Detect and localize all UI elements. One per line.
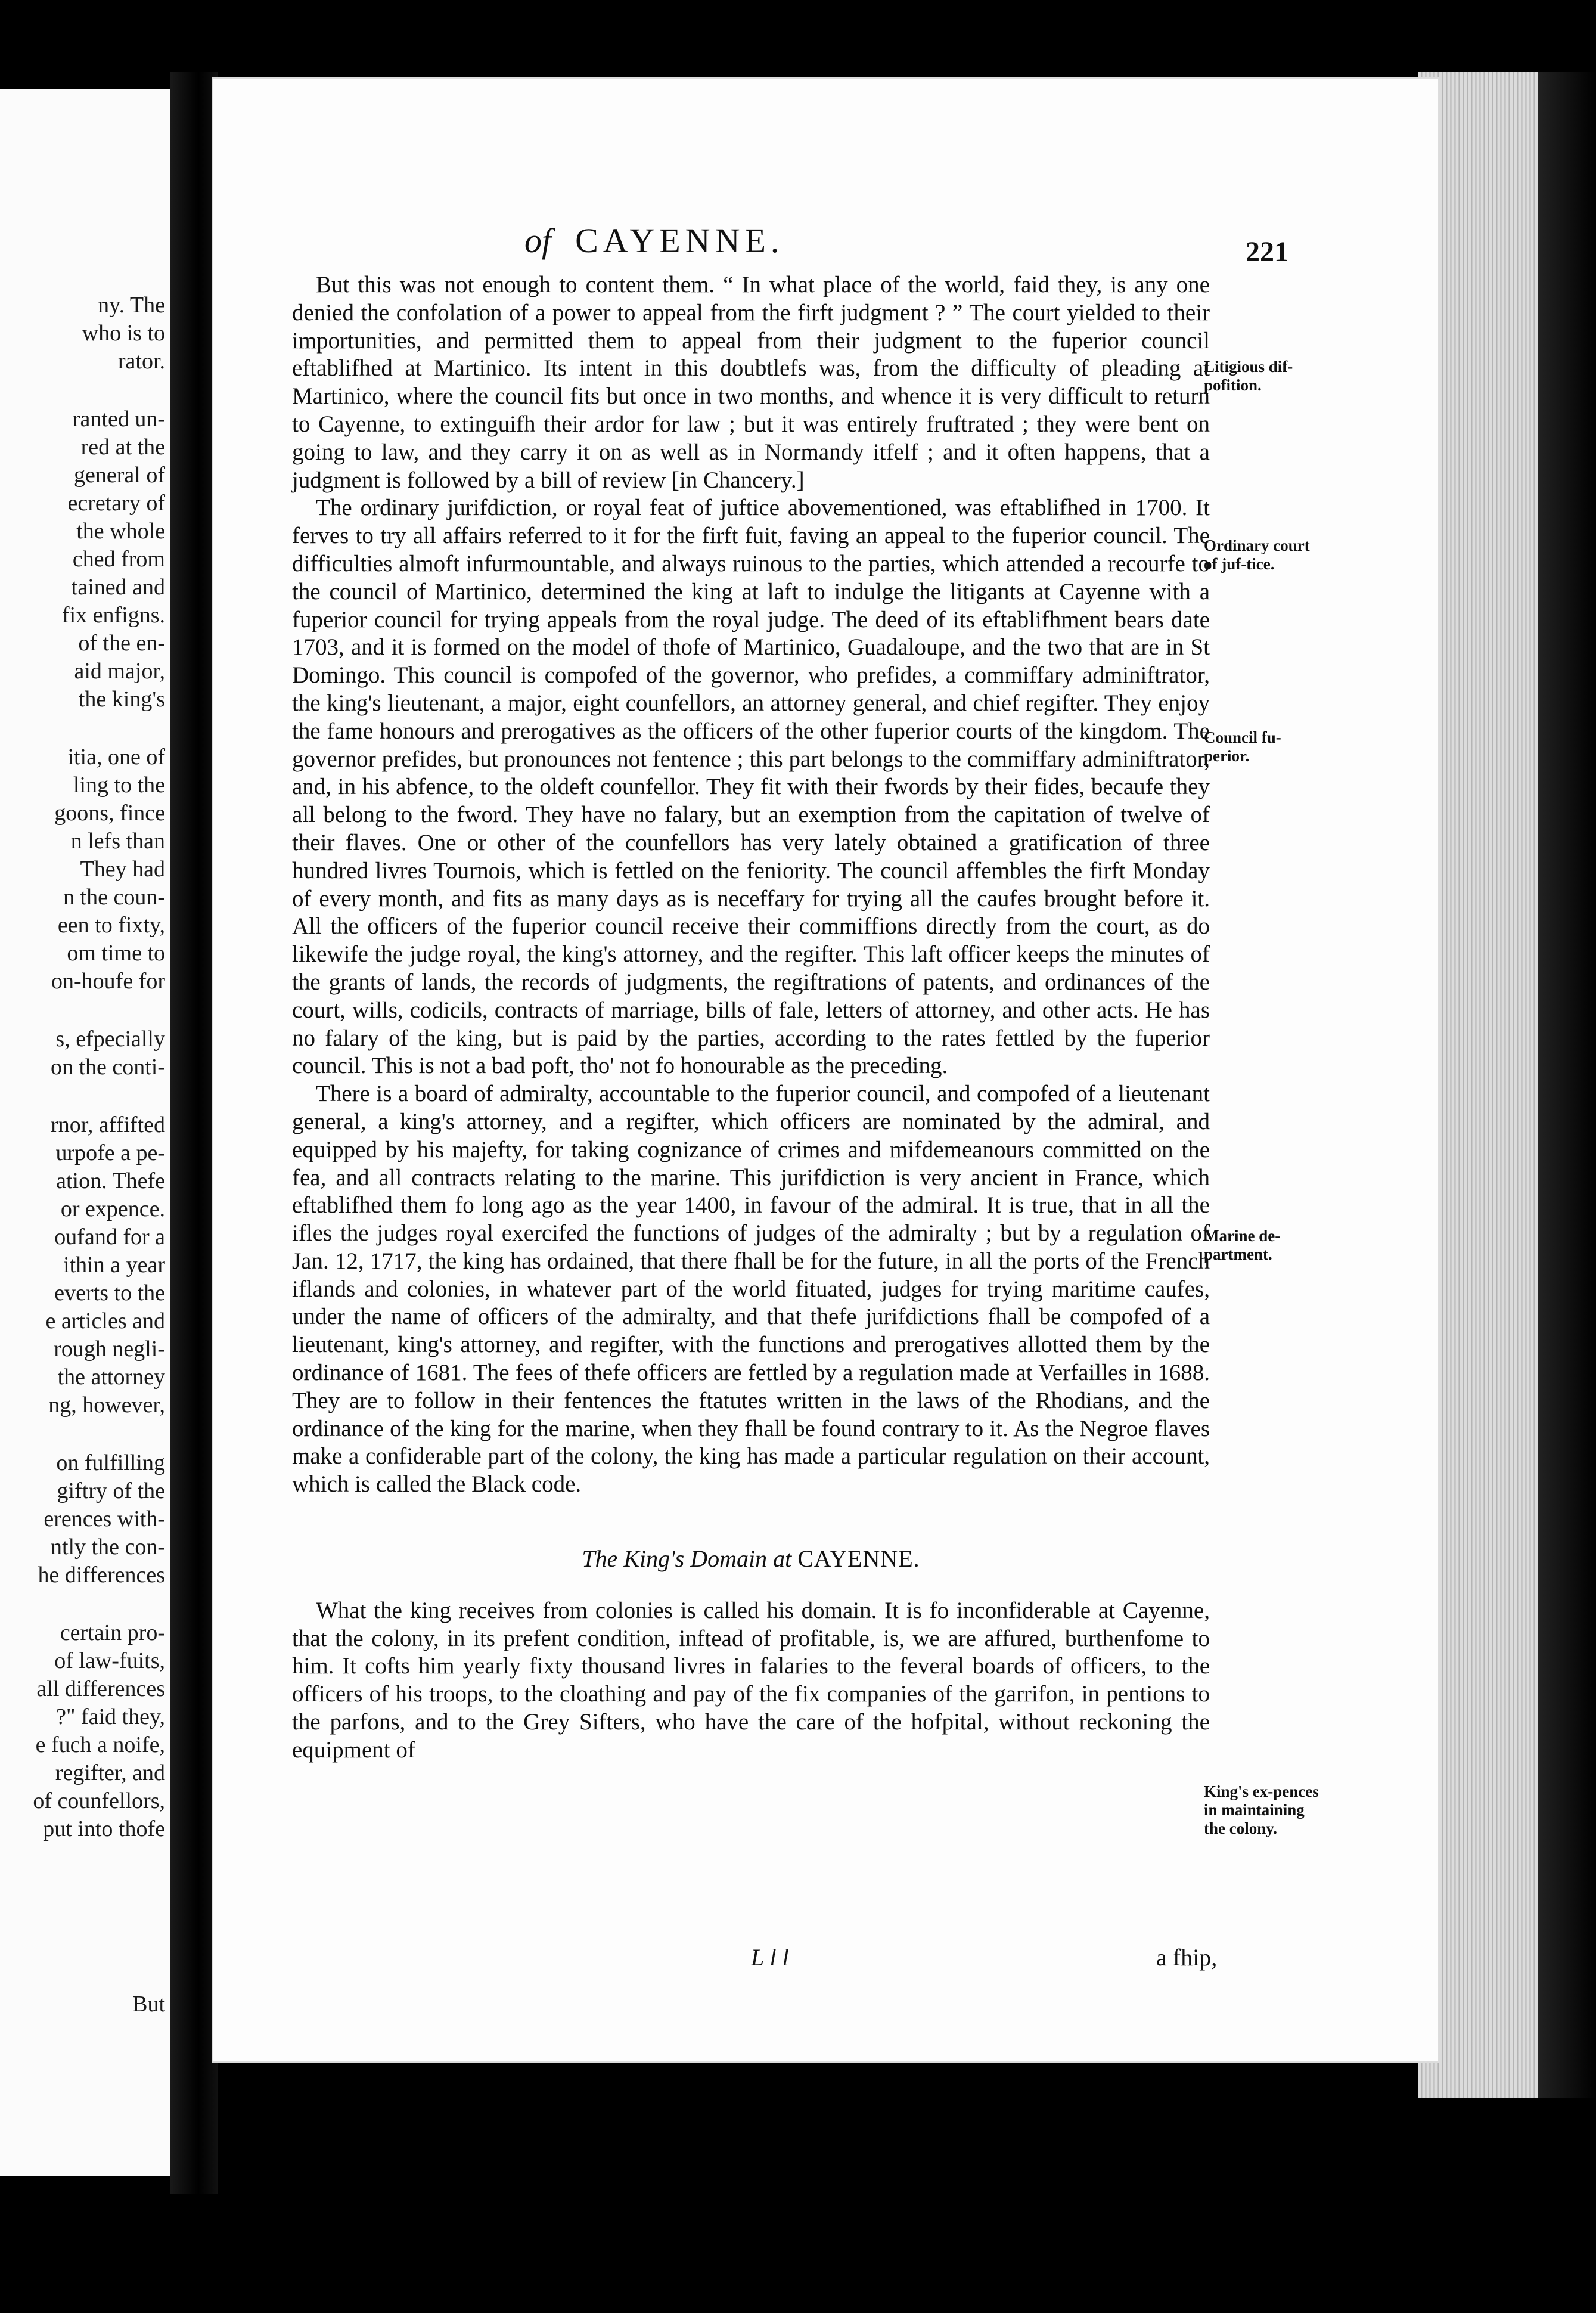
page-edge-shadow [1538,72,1596,2098]
running-head-of: of [524,221,552,260]
left-page-line: tained and [71,575,165,600]
left-page-line: ecretary of [67,491,165,516]
left-page-line: who is to [82,321,165,346]
catchword: a fhip, [1156,1944,1218,1971]
left-page-line: een to fixty, [57,913,165,938]
left-page-line: ched from [72,547,165,572]
left-page-line: e fuch a noife, [35,1732,165,1757]
left-page-line: rough negli- [54,1337,165,1362]
left-page-line: fix enfigns. [61,603,165,628]
left-page-line: ithin a year [63,1252,165,1278]
left-page-line: goons, fince [54,801,165,826]
left-page-line: red at the [80,435,165,460]
left-page-line: general of [74,463,165,488]
left-page-line: They had [80,857,165,882]
left-facing-page [0,89,170,2176]
left-page-line: urpofe a pe- [55,1140,165,1165]
left-page-catchword: But [132,1992,165,2017]
left-page-line: n lefs than [70,829,165,854]
left-page-line: ranted un- [72,407,165,432]
margin-note: Ordinary court of juf-tice. [1204,537,1310,573]
left-page-line: rator. [117,349,165,374]
left-page-line: the king's [78,687,165,712]
left-page-line: oufand for a [54,1224,165,1249]
paragraph: The ordinary jurifdiction, or royal feat of juftice abovementioned, was eftablifhed in 1700. It ferves to try all affairs referred to it for the firft fuit, faving an appeal to the fuperior council. The difficulties almoft infurmountable, and always ruinous to the parties, which attended a recourfe to the council of Martinico, determined the king at laft to indulge the litigants at Cayenne with a fuperior council for trying appeals from the royal judge. The deed of its eftablifhment bears date 1703, and it is formed on the model of thofe of Martinico, Guadaloupe, and the two that are in St Domingo. This council is compofed of the governor, who prefides, a commiffary adminiftrator, the king's lieutenant, a major, eight counfellors, an attorney general, and chief regifter. They enjoy the fame honours and prerogatives as the officers of the other fuperior courts of the kingdom. The governor prefides, but pronounces not fentence ; this part belongs to the commiffary adminiftrator, and, in his abfence, to the oldeft counfellor. They fit with their fwords by their fides, becaufe they all belong to the fword. They have no falary, but an exemption from the capitation of twelve of their flaves. One or other of the counfellors has very lately obtained a gratification of three hundred livres Tournois, which is fettled on the feniority. The council affembles the firft Monday of every month, and fits as many days as is neceffary for trying all the caufes brought before it. All the officers of the fuperior council receive their commiffions directly from the court, as do likewife the judge royal, the king's attorney, and the regifter. This laft officer keeps the minutes of the grants of lands, the records of judgments, the regiftrations of patents, and ordinances of the court, wills, codicils, contracts of marriage, bills of fale, letters of attorney, and other acts. He has no falary of the king, but is paid by the parties, according to the rates fettled by the fuperior council. This is not a bad poft, tho' not fo honourable as the preceding. [292,495,1210,1079]
left-page-line: the whole [76,519,165,544]
section-heading-place: CAYENNE. [797,1545,920,1573]
margin-note: Marine de-partment. [1204,1227,1281,1263]
left-page-line: or expence. [60,1196,165,1221]
left-page-line: regifter, and [55,1760,165,1785]
left-page-line: everts to the [54,1280,165,1306]
running-head-title: CAYENNE. [575,221,784,260]
left-page-line: on fulfilling [56,1450,165,1475]
left-page-line: ation. Thefe [56,1168,165,1193]
left-page-line: he differences [38,1562,165,1588]
left-page-line: on-houfe for [51,969,165,994]
left-page-line: s, efpecially [55,1027,165,1052]
margin-note: King's ex-pences in maintaining the colony. [1204,1782,1319,1837]
left-page-line: om time to [67,941,165,966]
margin-note: Council fu-perior. [1204,728,1281,765]
left-page-line: on the conti- [50,1055,165,1080]
left-page-line: of counfellors, [33,1788,165,1813]
section-heading-prefix: The King's Domain at [582,1545,792,1573]
page-number: 221 [1246,236,1288,268]
left-page-line: all differences [36,1676,165,1701]
left-page-line: ntly the con- [50,1534,165,1559]
signature-mark: L l l [751,1944,789,1971]
paragraph: But this was not enough to content them. “ In what place of the world, faid they, is any one denied the confolation of a power to appeal from the firft judgment ? ” The court yielded to their importunities, and permitted them to appeal from their judgment to the fuperior council eftablifhed at Martinico. Its intent in this doubtlefs was, from the difficulty of pleading at Martinico, where the council fits but once in two months, and whence it is very difficult to return to Cayenne, to extinguifh their ardor for law ; but it was entirely fruftrated ; they were bent on going to law, and they carry it on as well as in Normandy itfelf ; and it often happens, that a judgment is followed by a bill of review [in Chancery.] [292,272,1210,493]
left-page-line: the attorney [57,1365,165,1390]
left-page-line: ling to the [73,773,165,798]
left-page-line: erences with- [44,1506,165,1531]
left-page-line: certain pro- [60,1620,165,1645]
book-gutter [170,72,218,2194]
left-page-line: itia, one of [67,745,165,770]
body-text [292,271,1210,1765]
left-page-line: aid major, [74,659,165,684]
left-page-line: put into thofe [43,1816,165,1841]
running-head [524,221,784,261]
left-page-line: ng, however, [48,1393,165,1418]
left-page-line: rnor, affifted [51,1112,165,1137]
left-page-line: ?" faid they, [56,1704,165,1729]
left-page-line: of law-fuits, [54,1648,165,1673]
left-page-line: e articles and [45,1309,165,1334]
margin-note: Litigious dif-pofition. [1204,358,1293,394]
paragraph: What the king receives from colonies is called his domain. It is fo inconfiderable at Cayenne, that the colony, in its prefent condition, inftead of profitable, is, we are affured, burthenfome to him. It cofts him yearly fixty thousand livres in falaries to the feveral boards of officers, to the officers of his troops, to the cloathing and pay of the fix companies of the garrifon, in pentions to the parfons, and to the Grey Sifters, who have the care of the hofpital, without reckoning the equipment of [292,1597,1210,1763]
left-page-line: ny. The [98,293,165,318]
left-page-line: giftry of the [57,1478,165,1503]
section-heading [292,1545,1210,1573]
left-page-line: n the coun- [63,885,165,910]
paragraph: There is a board of admiralty, accountable to the fuperior council, and compofed of a lieutenant general, a king's attorney, and a regifter, which officers are nominated by the admiral, and equipped by his majefty, for taking cognizance of crimes and mifdemeanours committed on the fea, and all contracts relating to the marine. This jurifdiction is very ancient in France, which eftablifhed them fo long ago as the year 1400, in favour of the admiral. It is true, that in all the ifles the judges royal exercifed the functions of judges of the admiralty ; but by a regulation of Jan. 12, 1717, the king has ordained, that there fhall be for the future, in all the ports of the French iflands and colonies, in whatever part of the world fituated, judges for trying maritime caufes, under the name of officers of the admiralty, and that thefe jurifdictions fhall be compofed of a lieutenant, king's attorney, and regifter, with the functions and prerogatives allotted them by the ordinance of 1681. The fees of thefe officers are fettled by a regulation made at Verfailles in 1688. They are to follow in their fentences the ftatutes written in the laws of the Rhodians, and the ordinance of the king for the marine, when they fhall be found contrary to it. As the Negroe flaves make a confiderable part of the colony, the king has made a particular regulation on their account, which is called the Black code. [292,1081,1210,1497]
left-page-line: of the en- [78,631,165,656]
